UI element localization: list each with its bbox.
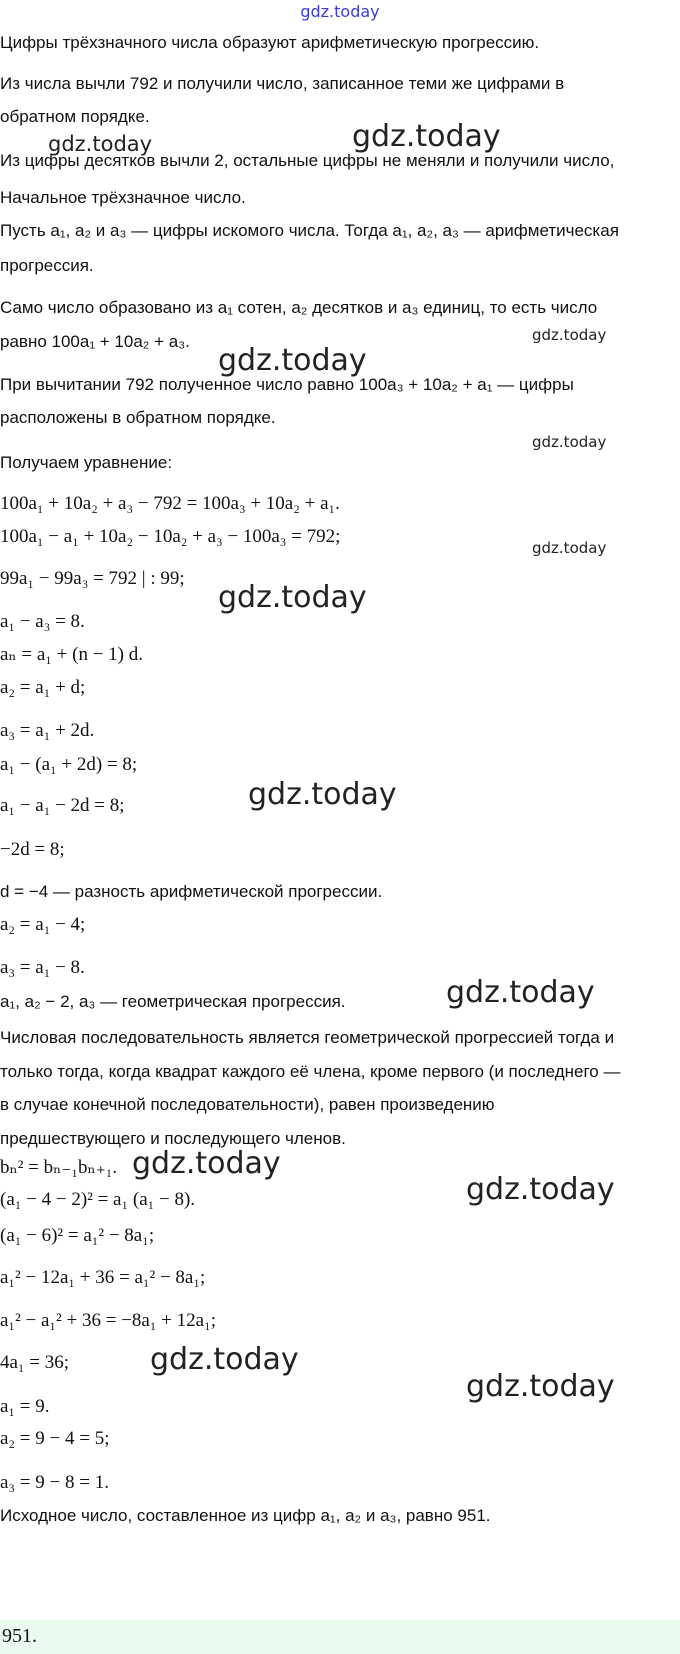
watermark: gdz.today	[532, 433, 607, 451]
text-line: прогрессия.	[0, 256, 94, 275]
math-line: −2d = 8;	[0, 839, 65, 860]
answer-box	[0, 1620, 680, 1654]
math-line: a₁ − a₁ − 2d = 8;	[0, 795, 125, 816]
math-line: a₂ = a₁ + d;	[0, 677, 86, 698]
math-line: a₁ = 9.	[0, 1396, 50, 1417]
watermark: gdz.today	[532, 326, 607, 344]
watermark: gdz.today	[150, 1342, 299, 1377]
math-line: (a₁ − 6)² = a₁² − 8a₁;	[0, 1225, 155, 1246]
watermark: gdz.today	[248, 777, 397, 812]
text-line: расположены в обратном порядке.	[0, 408, 276, 427]
text-line: Исходное число, составленное из цифр a₁, a₂ и a₃, равно 951.	[0, 1506, 491, 1525]
watermark: gdz.today	[218, 580, 367, 615]
math-line: 100a₁ + 10a₂ + a₃ − 792 = 100a₃ + 10a₂ + a₁.	[0, 493, 340, 514]
text-line: a₁, a₂ − 2, a₃ — геометрическая прогрессия.	[0, 992, 346, 1011]
text-line: d = −4 — разность арифметической прогрессии.	[0, 882, 383, 901]
math-line: a₁² − 12a₁ + 36 = a₁² − 8a₁;	[0, 1267, 206, 1288]
text-line: в случае конечной последовательности), равен произведению	[0, 1095, 495, 1114]
watermark: gdz.today	[218, 343, 367, 378]
math-line: 99a₁ − 99a₃ = 792 | : 99;	[0, 568, 185, 589]
math-line: a₃ = 9 − 8 = 1.	[0, 1472, 109, 1493]
text-line: предшествующего и последующего членов.	[0, 1129, 346, 1148]
text-line: обратном порядке.	[0, 107, 150, 126]
header-watermark: gdz.today	[300, 2, 380, 21]
text-line: Само число образовано из a₁ сотен, a₂ десятков и a₃ единиц, то есть число	[0, 298, 598, 317]
watermark: gdz.today	[132, 1146, 281, 1181]
text-line: Из числа вычли 792 и получили число, записанное теми же цифрами в	[0, 74, 565, 93]
math-line: a₃ = a₁ + 2d.	[0, 720, 95, 741]
watermark: gdz.today	[466, 1172, 615, 1207]
math-line: a₁ − (a₁ + 2d) = 8;	[0, 754, 138, 775]
text-line: равно 100a₁ + 10a₂ + a₃.	[0, 332, 190, 351]
watermark: gdz.today	[532, 539, 607, 557]
text-line: При вычитании 792 полученное число равно 100a₃ + 10a₂ + a₁ — цифры	[0, 375, 574, 394]
text-line: только тогда, когда квадрат каждого её члена, кроме первого (и последнего —	[0, 1062, 621, 1081]
math-line: (a₁ − 4 − 2)² = a₁ (a₁ − 8).	[0, 1189, 196, 1210]
math-line: a₁² − a₁² + 36 = −8a₁ + 12a₁;	[0, 1310, 216, 1331]
math-line: a₁ − a₃ = 8.	[0, 611, 85, 632]
answer-value: 951.	[2, 1625, 37, 1647]
text-line: Числовая последовательность является геометрической прогрессией тогда и	[0, 1028, 615, 1047]
math-line: a₂ = 9 − 4 = 5;	[0, 1428, 110, 1449]
watermark: gdz.today	[48, 132, 153, 156]
text-line: Из цифры десятков вычли 2, остальные цифры не меняли и получили число,	[0, 151, 615, 170]
math-line: bₙ² = bₙ₋₁bₙ₊₁.	[0, 1157, 118, 1178]
text-line: Цифры трёхзначного числа образуют арифметическую прогрессию.	[0, 33, 540, 52]
text-line: Начальное трёхзначное число.	[0, 188, 246, 207]
text-line: Получаем уравнение:	[0, 453, 173, 472]
watermark: gdz.today	[446, 975, 595, 1010]
text-line: Пусть a₁, a₂ и a₃ — цифры искомого числа. Тогда a₁, a₂, a₃ — арифметическая	[0, 221, 619, 240]
math-line: a₃ = a₁ − 8.	[0, 957, 85, 978]
math-line: 4a₁ = 36;	[0, 1352, 70, 1373]
math-line: aₙ = a₁ + (n − 1) d.	[0, 644, 144, 665]
math-line: a₂ = a₁ − 4;	[0, 914, 86, 935]
watermark: gdz.today	[352, 119, 501, 154]
watermark: gdz.today	[466, 1369, 615, 1404]
math-line: 100a₁ − a₁ + 10a₂ − 10a₂ + a₃ − 100a₃ = 792;	[0, 526, 341, 547]
